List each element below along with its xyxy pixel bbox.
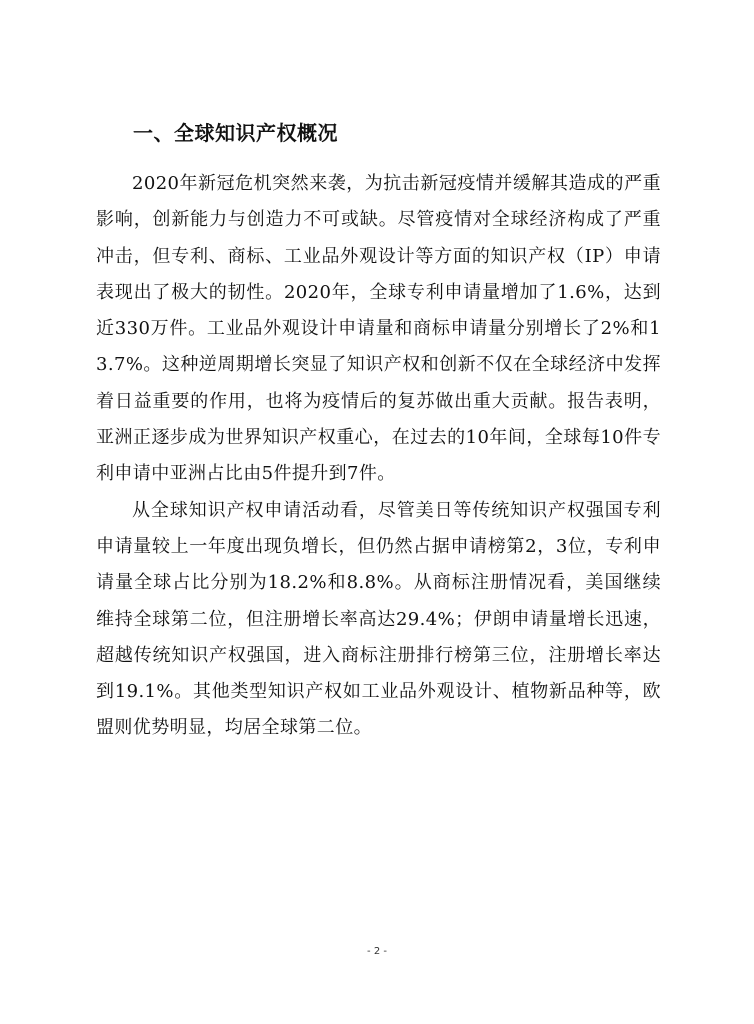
section-heading: 一、全球知识产权概况 — [133, 121, 338, 145]
body-text — [96, 166, 661, 747]
page-number: - 2 - — [367, 946, 387, 957]
paragraph-global-ip-overview: 2020年新冠危机突然来袭，为抗击新冠疫情并缓解其造成的严重影响，创新能力与创造力不可或缺。尽管疫情对全球经济构成了严重冲击，但专利、商标、工业品外观设计等方面的知识产权（IP）申请表现出了极大的韧性。2020年，全球专利申请量增加了1.6%，达到近330万件。工业品外观设计申请量和商标申请量分别增长了2%和13.7%。这种逆周期增长突显了知识产权和创新不仅在全球经济中发挥着日益重要的作用，也将为疫情后的复苏做出重大贡献。报告表明，亚洲正逐步成为世界知识产权重心，在过去的10年间，全球每10件专利申请中亚洲占比由5件提升到7件。 — [96, 173, 661, 485]
paragraph-ip-application-activity: 从全球知识产权申请活动看，尽管美日等传统知识产权强国专利申请量较上一年度出现负增长，但仍然占据申请榜第2，3位，专利申请量全球占比分别为18.2%和8.8%。从商标注册情况看，美国继续维持全球第二位，但注册增长率高达29.4%；伊朗申请量增长迅速，超越传统知识产权强国，进入商标注册排行榜第三位，注册增长率达到19.1%。其他类型知识产权如工业品外观设计、植物新品种等，欧盟则优势明显，均居全球第二位。 — [96, 499, 661, 739]
